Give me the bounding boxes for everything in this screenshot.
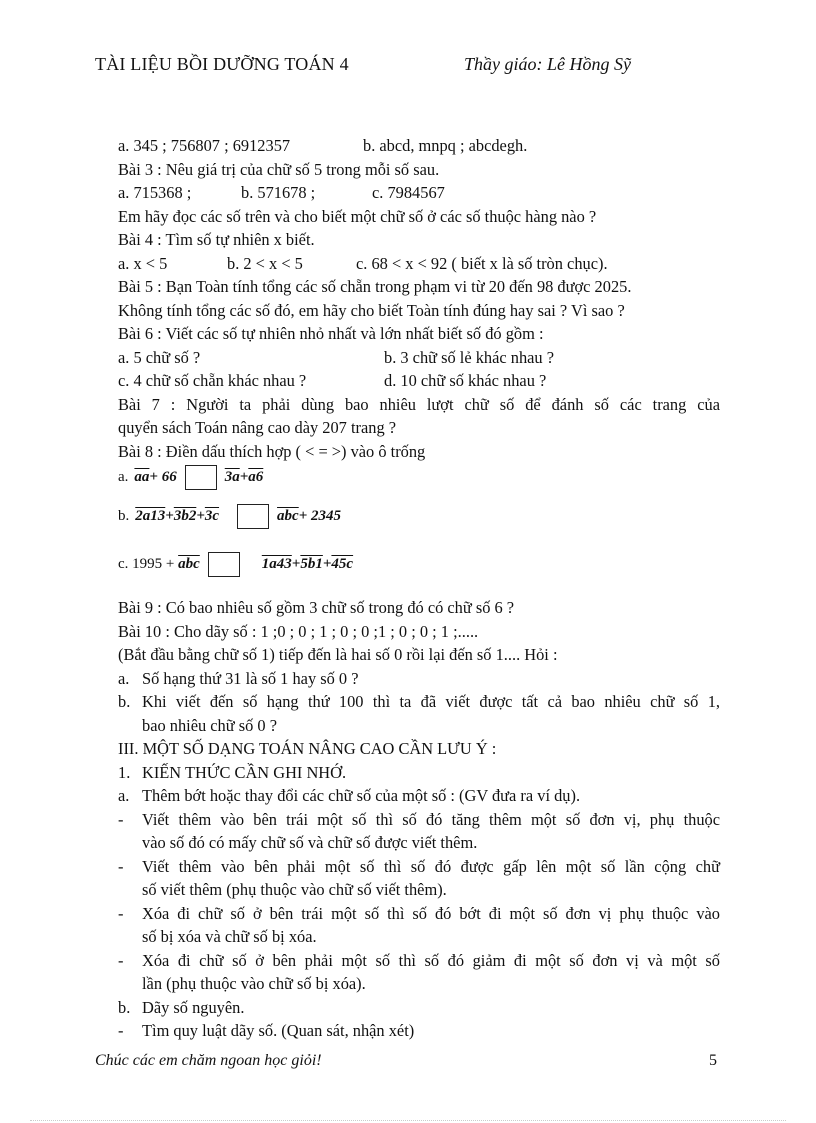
text: c. 4 chữ số chẵn khác nhau ? [118,371,307,390]
math-term: $\overline{abc}$ [277,507,299,524]
math-term: 3b2 [173,507,197,524]
text: b. abcd, mnpq ; abcdegh. [363,136,528,155]
math-term: + 2345 [298,507,342,524]
comparison-b [118,492,720,540]
list-marker: b. [118,692,131,711]
list-marker: - [118,809,124,829]
list-item [118,761,720,785]
exercise-heading: Bài 10 : Cho dãy số : 1 ;0 ; 0 ; 1 ; 0 ; 0 ;1 ; 0 ; 0 ; 1 ;..... [118,621,479,641]
answer-box[interactable] [237,504,269,529]
text: bao nhiêu chữ số 0 ? [142,715,277,735]
text: a. [118,469,129,485]
text: Em hãy đọc các số trên và cho biết một chữ số ở các số thuộc hàng nào ? [118,206,597,226]
comparison-c [118,540,720,588]
text: Dãy số nguyên. [142,997,245,1017]
answer-box[interactable] [208,552,240,577]
section-heading: III. MỘT SỐ DẠNG TOÁN NÂNG CAO CẦN LƯU Ý : [118,739,497,758]
exercise-heading: Bài 8 : Điền dấu thích hợp ( < = >) vào ô trống [118,441,426,461]
math-term: 3a [224,469,240,485]
list-marker: - [118,1021,124,1040]
exercise-line [118,134,720,158]
text: a. x < 5 [118,253,168,273]
header-title: TÀI LIỆU BỒI DƯỠNG TOÁN 4 [95,54,349,74]
math-term: 5b1 [300,555,323,572]
exercise-options [118,369,720,393]
text: d. 10 chữ số khác nhau ? [384,371,547,390]
page-edge-divider [30,1120,786,1121]
exercise-options [118,181,720,205]
math-term: + [196,507,205,524]
exercise-heading: Bài 5 : Bạn Toàn tính tổng các số chẵn trong phạm vi từ 20 đến 98 được 2025. [118,277,632,296]
text: lần (phụ thuộc vào chữ số bị xóa). [142,974,366,993]
math-term: 2a13 [135,507,166,524]
text: vào số đó có mấy chữ số và chữ số được viết thêm. [142,833,478,852]
text: b. 2 < x < 5 [227,253,303,273]
list-item [118,1019,720,1043]
list-item [118,808,720,855]
footer-message: Chúc các em chăm ngoan học giỏi! [95,1052,322,1069]
answer-box[interactable] [185,465,217,490]
text: Số hạng thứ 31 là số 1 hay số 0 ? [142,668,359,688]
text: a. 345 ; 756807 ; 6912357 [118,136,291,155]
list-item [118,949,720,996]
page-body [118,134,720,1043]
text: c. 68 < x < 92 ( biết x là số tròn chục). [356,253,608,273]
math-term: $\overline{aa}$ [134,469,150,485]
exercise-heading: Bài 7 : Người ta phải dùng bao nhiêu lượt chữ số để đánh số các trang của [118,394,720,414]
math-term: + [239,469,249,485]
text: a. 5 chữ số ? [118,347,201,367]
list-marker: a. [118,786,130,805]
math-term: + 66 [149,469,177,485]
header-author: Thầy giáo: Lê Hồng Sỹ [464,54,631,74]
text: c. 1995 + [118,555,179,572]
exercise-heading: Bài 6 : Viết các số tự nhiên nhỏ nhất và lớn nhất biết số đó gồm : [118,324,544,343]
list-marker: - [118,903,124,923]
exercise-heading: Bài 9 : Có bao nhiêu số gồm 3 chữ số trong đó có chữ số 6 ? [118,598,515,617]
math-term: 3c [204,507,220,524]
text: số viết thêm (phụ thuộc vào chữ số viết thêm). [142,880,447,899]
text: Xóa đi chữ số ở bên trái một số thì số đó bớt đi một số đơn vị phụ thuộc vào [142,903,720,923]
list-item [118,996,720,1020]
math-term: + [291,555,301,572]
math-term: 45c [331,555,354,572]
text: Không tính tổng các số đó, em hãy cho biết Toàn tính đúng hay sai ? Vì sao ? [118,300,625,320]
text: b. [118,507,130,524]
text: Thêm bớt hoặc thay đổi các chữ số của một số : (GV đưa ra ví dụ). [142,786,581,805]
text: a. 715368 ; [118,183,192,202]
math-term: a6 [248,469,264,485]
list-marker: - [118,950,124,970]
exercise-options [118,252,720,276]
math-term: 1a43 [261,555,292,572]
math-term: $\overline{abc}$ [178,555,200,572]
list-item [118,690,720,737]
page-number: 5 [709,1052,717,1069]
text: Viết thêm vào bên trái một số thì số đó tăng thêm một số đơn vị, phụ thuộc [142,809,720,829]
text: Xóa đi chữ số ở bên phải một số thì số đó giảm đi một số đơn vị và một số [142,950,720,970]
list-item [118,902,720,949]
text: b. 3 chữ số lẻ khác nhau ? [384,347,555,367]
text: quyển sách Toán nâng cao dày 207 trang ? [118,418,397,437]
text: (Bắt đầu bằng chữ số 1) tiếp đến là hai số 0 rồi lại đến số 1.... Hỏi : [118,645,558,664]
list-marker: - [118,856,124,876]
text: Viết thêm vào bên phải một số thì số đó được gấp lên một số lần cộng chữ [142,856,720,876]
comparison-a [118,463,720,492]
text: Tìm quy luật dãy số. (Quan sát, nhận xét) [142,1021,415,1040]
list-item [118,855,720,902]
list-item [118,784,720,808]
list-marker: 1. [118,762,131,782]
exercise-options [118,346,720,370]
subsection-heading: KIẾN THỨC CẦN GHI NHỚ. [142,762,347,782]
text: Khi viết đến số hạng thứ 100 thì ta đã viết được tất cả bao nhiêu chữ số 1, [142,692,720,711]
exercise-heading: Bài 3 : Nêu giá trị của chữ số 5 trong mỗi số sau. [118,159,440,179]
exercise-heading: Bài 4 : Tìm số tự nhiên x biết. [118,230,315,249]
math-term: + [322,555,332,572]
math-term: + [165,507,174,524]
list-item [118,667,720,691]
list-marker: a. [118,668,130,688]
list-marker: b. [118,997,131,1017]
text: số bị xóa và chữ số bị xóa. [142,927,317,946]
text: c. 7984567 [372,183,445,202]
text: b. 571678 ; [241,183,316,202]
